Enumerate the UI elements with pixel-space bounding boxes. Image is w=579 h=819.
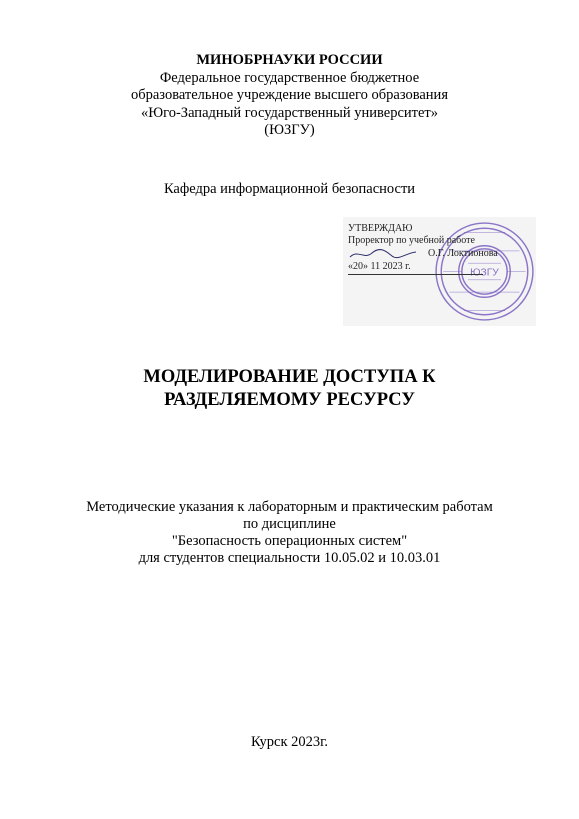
ministry-name: МИНОБРНАУКИ РОССИИ [196, 52, 383, 68]
city-year: Курск 2023г. [250, 734, 329, 750]
description-line-2: по дисциплине [243, 516, 336, 532]
document-title [0, 366, 579, 412]
stamp-text: ЮЗГУ [470, 267, 499, 279]
description-line-1: Методические указания к лабораторным и практическим работам [86, 499, 493, 515]
description-line-4: для студентов специальности 10.05.02 и 10.03.01 [138, 550, 441, 566]
description-line-3: "Безопасность операционных систем" [171, 533, 408, 549]
approval-label: УТВЕРЖДАЮ [348, 223, 413, 234]
university-abbr: (ЮЗГУ) [264, 122, 315, 138]
institution-level: образовательное учреждение высшего образования [130, 87, 448, 103]
institution-type: Федеральное государственное бюджетное [159, 69, 420, 86]
department-name: Кафедра информационной безопасности [163, 181, 416, 197]
approval-stamp-block [343, 217, 536, 326]
header-block [0, 52, 579, 140]
title-line-1: МОДЕЛИРОВАНИЕ ДОСТУПА К [143, 367, 436, 387]
approval-date: «20» 11 2023 г. [348, 261, 411, 272]
university-name: «Юго-Западный государственный университет» [140, 104, 439, 121]
approver-position: Проректор по учебной работе [348, 235, 475, 246]
document-description [0, 499, 579, 567]
approver-name: О.Г. Локтионова [428, 248, 498, 259]
title-line-2: РАЗДЕЛЯЕМОМУ РЕСУРСУ [164, 390, 415, 410]
date-underline [348, 274, 483, 275]
signature-icon [348, 247, 418, 261]
